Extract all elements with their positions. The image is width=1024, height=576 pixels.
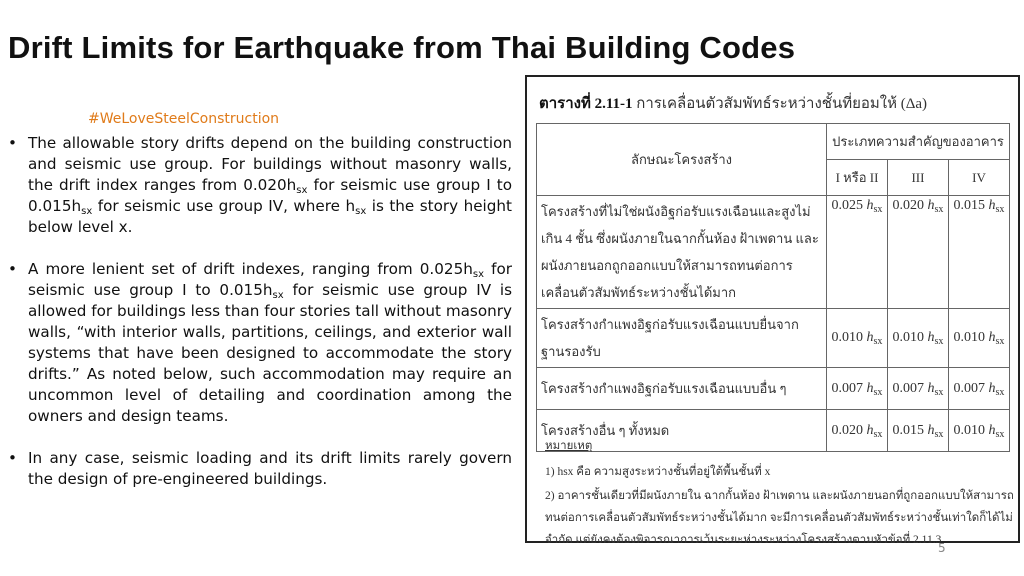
unit-subscript: sx [873, 386, 883, 398]
drift-value: 0.007 [953, 380, 986, 396]
drift-value-cell [948, 196, 1009, 309]
unit: h [988, 380, 996, 396]
unit-subscript: sx [934, 386, 944, 398]
unit-subscript: sx [995, 204, 1005, 215]
bullet-text: for seismic use group IV is allowed for buildings less than four stories tall without masonry walls, “with interior walls, partitions, ceilings, and exterior wall systems that have been designed to accommodate the story drifts.” As noted below, such accommodation may require an uncommon level of detailing and coordination among the owners and design teams. [28, 281, 513, 425]
drift-value: 0.010 [892, 330, 925, 345]
bullet-text: The allowable story drifts depend on the building construction and seismic use group. For buildings without masonry walls, the drift index ranges from 0.020h [28, 134, 512, 194]
drift-value-cell [827, 368, 888, 410]
unit-subscript: sx [873, 428, 883, 440]
drift-value-cell [948, 368, 1009, 410]
notes-title: หมายเหตุ [545, 440, 593, 452]
drift-value: 0.007 [892, 380, 925, 396]
drift-value-cell [948, 309, 1009, 368]
row-description: โครงสร้างอื่น ๆ ทั้งหมด [537, 410, 827, 452]
drift-value: 0.025 [831, 198, 864, 213]
unit-subscript: sx [995, 428, 1005, 440]
hashtag: #WeLoveSteelConstruction [88, 111, 280, 127]
drift-value: 0.020 [831, 422, 864, 438]
drift-value: 0.020 [892, 198, 925, 213]
drift-value: 0.015 [953, 198, 986, 213]
drift-value: 0.010 [953, 330, 986, 345]
drift-limit-table-image [525, 75, 1020, 546]
unit: h [866, 380, 874, 396]
unit: h [866, 422, 874, 438]
header-group-1-2: I หรือ II [827, 160, 888, 196]
bullet-item [8, 448, 512, 490]
note-1: 1) hsx คือ ความสูงระหว่างชั้นที่อยู่ใต้พื้นชั้นที่ x [545, 466, 771, 478]
row-description: โครงสร้างกำแพงอิฐก่อรับแรงเฉือนแบบอื่น ๆ [537, 368, 827, 410]
unit: h [988, 330, 996, 345]
unit-subscript: sx [873, 336, 883, 347]
bullet-item [8, 259, 512, 427]
note-2: 2) อาคารชั้นเดียวที่มีผนังภายใน ฉากกั้นห้อง ฝ้าเพดาน และผนังภายนอกที่ถูกออกแบบให้สามารถทนต่อการเคลื่อนตัวสัมพัทธ์ระหว่างชั้นได้มาก จะมีการเคลื่อนตัวสัมพัทธ์ระหว่างชั้นเท่าใดก็ได้ไม่จำกัด แต่ยังคงต้องพิจารณาการเว้นระยะห่างระหว่างโครงสร้างตามหัวข้อที่ 2.11.3 [545, 490, 1014, 546]
drift-table [536, 123, 1010, 452]
row-description: โครงสร้างที่ไม่ใช่ผนังอิฐก่อรับแรงเฉือนและสูงไม่เกิน 4 ชั้น ซึ่งผนังภายในฉากกั้นห้อง ฝ้าเพดาน และผนังภายนอกถูกออกแบบให้สามารถทนต่อการเคลื่อนตัวสัมพัทธ์ระหว่างชั้นได้มาก [537, 196, 827, 309]
unit: h [866, 330, 874, 345]
slide-title: Drift Limits for Earthquake from Thai Building Codes [8, 30, 796, 65]
header-group-4: IV [948, 160, 1009, 196]
unit: h [927, 422, 935, 438]
unit: h [988, 422, 996, 438]
subscript: sx [355, 206, 367, 217]
unit-subscript: sx [934, 428, 944, 440]
unit-subscript: sx [934, 336, 944, 347]
bullet-text: In any case, seismic loading and its drift limits rarely govern the design of pre-engineered buildings. [28, 449, 512, 488]
page-number: 5 [938, 541, 946, 555]
drift-value: 0.007 [831, 380, 864, 396]
bullet-text: is the story height below level x. [28, 197, 512, 236]
table-caption-text: การเคลื่อนตัวสัมพัทธ์ระหว่างชั้นที่ยอมให้ (Δa) [636, 96, 928, 112]
row-description: โครงสร้างกำแพงอิฐก่อรับแรงเฉือนแบบยื่นจากฐานรองรับ [537, 309, 827, 368]
drift-value-cell [827, 196, 888, 309]
unit: h [988, 198, 996, 213]
table-number: ตารางที่ 2.11-1 [539, 96, 633, 112]
header-group-3: III [887, 160, 948, 196]
unit: h [866, 198, 874, 213]
drift-value-cell [887, 196, 948, 309]
subscript: sx [296, 185, 308, 196]
bullet-list [8, 133, 512, 511]
subscript: sx [272, 290, 284, 301]
header-structure-type: ลักษณะโครงสร้าง [537, 124, 827, 196]
bullet-text: for seismic use group I to 0.015h [28, 176, 512, 215]
drift-value-cell [827, 309, 888, 368]
unit: h [927, 198, 935, 213]
table-caption [539, 91, 927, 115]
drift-value-cell [887, 309, 948, 368]
header-importance-category: ประเภทความสำคัญของอาคาร [827, 124, 1010, 160]
drift-value: 0.010 [953, 422, 986, 438]
unit-subscript: sx [995, 336, 1005, 347]
unit: h [927, 380, 935, 396]
table-row [537, 309, 1010, 368]
table-row [537, 196, 1010, 309]
unit-subscript: sx [995, 386, 1005, 398]
unit-subscript: sx [934, 204, 944, 215]
bullet-text: A more lenient set of drift indexes, ranging from 0.025h [28, 260, 473, 278]
unit-subscript: sx [873, 204, 883, 215]
bullet-text: for seismic use group IV, where h [92, 197, 356, 215]
bullet-item [8, 133, 512, 238]
subscript: sx [472, 269, 485, 280]
table-notes [545, 433, 1018, 551]
bullet-text: for seismic use group I to 0.015h [28, 260, 512, 299]
subscript: sx [81, 206, 93, 217]
unit: h [927, 330, 935, 345]
drift-value: 0.010 [831, 330, 864, 345]
table-row [537, 368, 1010, 410]
drift-value: 0.015 [892, 422, 925, 438]
drift-value-cell [887, 368, 948, 410]
